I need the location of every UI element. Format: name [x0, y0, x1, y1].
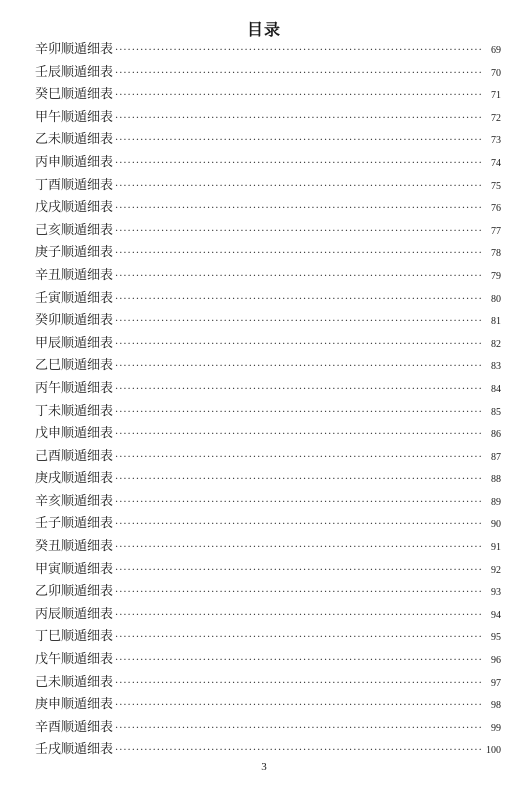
- toc-entry-page-number: 80: [491, 293, 501, 305]
- toc-entry-page-number: 77: [491, 225, 501, 237]
- toc-entry-page-number: 86: [491, 429, 501, 441]
- toc-entry-page-number: 97: [491, 677, 501, 689]
- toc-entry-label: 戊戌顺遁细表: [35, 200, 114, 216]
- toc-entry-page-number: 79: [491, 270, 501, 282]
- toc-entry-label: 丙辰顺遁细表: [35, 606, 114, 622]
- toc-entry-label: 乙卯顺遁细表: [35, 584, 114, 600]
- dot-leader: [115, 695, 483, 718]
- dot-leader: [115, 424, 483, 447]
- dot-leader: [115, 514, 483, 537]
- dot-leader: [115, 266, 483, 289]
- toc-entry-page-number: 69: [491, 45, 501, 56]
- toc-entry-label: 乙未顺遁细表: [35, 132, 114, 148]
- toc-entry-label: 甲午顺遁细表: [35, 109, 114, 125]
- dot-leader: [115, 85, 483, 108]
- toc-entry: [35, 288, 501, 311]
- toc-entry-page-number: 91: [491, 542, 501, 554]
- dot-leader: [115, 627, 483, 650]
- toc-entry: [35, 39, 501, 62]
- toc-entry: [35, 107, 501, 130]
- dot-leader: [115, 334, 483, 357]
- toc-entry-label: 丁巳顺遁细表: [35, 629, 114, 645]
- toc-entry-page-number: 93: [491, 587, 501, 599]
- table-of-contents: [35, 39, 501, 762]
- dot-leader: [115, 447, 483, 470]
- toc-entry-label: 庚申顺遁细表: [35, 697, 114, 713]
- toc-entry: [35, 536, 501, 559]
- toc-entry: [35, 694, 501, 717]
- dot-leader: [115, 582, 483, 605]
- toc-entry-label: 癸卯顺遁细表: [35, 313, 114, 329]
- dot-leader: [115, 740, 483, 763]
- toc-entry-label: 乙巳顺遁细表: [35, 358, 114, 374]
- dot-leader: [115, 537, 483, 560]
- toc-entry-label: 丙申顺遁细表: [35, 154, 114, 170]
- dot-leader: [115, 108, 483, 131]
- toc-entry-page-number: 84: [491, 383, 501, 395]
- dot-leader: [115, 402, 483, 425]
- dot-leader: [115, 153, 483, 176]
- toc-entry-page-number: 70: [491, 67, 501, 79]
- toc-entry-label: 辛丑顺遁细表: [35, 267, 114, 283]
- toc-entry-label: 壬辰顺遁细表: [35, 64, 114, 80]
- toc-entry: [35, 672, 501, 695]
- toc-entry-label: 辛卯顺遁细表: [35, 42, 114, 57]
- dot-leader: [115, 40, 483, 63]
- toc-entry-page-number: 99: [491, 722, 501, 734]
- toc-entry-label: 壬寅顺遁细表: [35, 290, 114, 306]
- toc-entry-label: 丁酉顺遁细表: [35, 177, 114, 193]
- dot-leader: [115, 560, 483, 583]
- toc-entry: [35, 491, 501, 514]
- toc-entry-page-number: 81: [491, 316, 501, 328]
- toc-entry-label: 辛酉顺遁细表: [35, 719, 114, 735]
- toc-entry-label: 庚子顺遁细表: [35, 245, 114, 261]
- dot-leader: [115, 198, 483, 221]
- toc-entry-page-number: 76: [491, 203, 501, 215]
- toc-entry-label: 己亥顺遁细表: [35, 222, 114, 238]
- toc-entry: [35, 513, 501, 536]
- toc-entry-page-number: 92: [491, 564, 501, 576]
- toc-entry-label: 丙午顺遁细表: [35, 380, 114, 396]
- toc-entry-label: 庚戌顺遁细表: [35, 471, 114, 487]
- toc-entry-label: 己酉顺遁细表: [35, 448, 114, 464]
- toc-entry: [35, 649, 501, 672]
- toc-entry-page-number: 85: [491, 406, 501, 418]
- toc-entry: [35, 604, 501, 627]
- toc-entry-page-number: 87: [491, 451, 501, 463]
- page-title: 目录: [246, 20, 281, 39]
- toc-entry-label: 戊午顺遁细表: [35, 652, 114, 668]
- toc-entry: [35, 717, 501, 740]
- toc-entry-page-number: 88: [491, 474, 501, 486]
- toc-entry: [35, 446, 501, 469]
- toc-entry-page-number: 71: [491, 90, 501, 102]
- dot-leader: [115, 289, 483, 312]
- toc-entry-label: 壬戌顺遁细表: [35, 742, 114, 758]
- dot-leader: [115, 379, 483, 402]
- dot-leader: [115, 673, 483, 696]
- dot-leader: [115, 221, 483, 244]
- dot-leader: [115, 469, 483, 492]
- toc-entry: [35, 423, 501, 446]
- toc-entry: [35, 197, 501, 220]
- toc-entry-page-number: 89: [491, 496, 501, 508]
- toc-entry-label: 戊申顺遁细表: [35, 426, 114, 442]
- toc-entry: [35, 129, 501, 152]
- toc-entry: [35, 310, 501, 333]
- toc-entry-page-number: 75: [491, 180, 501, 192]
- toc-entry: [35, 468, 501, 491]
- toc-entry: [35, 355, 501, 378]
- dot-leader: [115, 356, 483, 379]
- toc-entry: [35, 333, 501, 356]
- dot-leader: [115, 63, 483, 86]
- dot-leader: [115, 130, 483, 153]
- dot-leader: [115, 311, 483, 334]
- toc-entry-label: 壬子顺遁细表: [35, 516, 114, 532]
- toc-entry: [35, 559, 501, 582]
- toc-entry-label: 甲辰顺遁细表: [35, 335, 114, 351]
- toc-entry-page-number: 100: [486, 745, 501, 757]
- toc-entry: [35, 62, 501, 85]
- dot-leader: [115, 492, 483, 515]
- toc-entry-page-number: 94: [491, 609, 501, 621]
- toc-entry-page-number: 95: [491, 632, 501, 644]
- toc-entry-label: 癸丑顺遁细表: [35, 539, 114, 555]
- toc-entry: [35, 265, 501, 288]
- toc-entry: [35, 152, 501, 175]
- dot-leader: [115, 650, 483, 673]
- page-number: 3: [261, 761, 267, 773]
- toc-entry-page-number: 82: [491, 338, 501, 350]
- toc-entry-page-number: 98: [491, 700, 501, 712]
- toc-entry: [35, 626, 501, 649]
- toc-entry-label: 甲寅顺遁细表: [35, 561, 114, 577]
- dot-leader: [115, 243, 483, 266]
- toc-entry: [35, 84, 501, 107]
- toc-entry: [35, 401, 501, 424]
- toc-entry-page-number: 72: [491, 112, 501, 124]
- toc-entry-page-number: 90: [491, 519, 501, 531]
- toc-entry-label: 癸巳顺遁细表: [35, 87, 114, 103]
- toc-entry: [35, 378, 501, 401]
- toc-entry-label: 辛亥顺遁细表: [35, 493, 114, 509]
- dot-leader: [115, 605, 483, 628]
- toc-entry-page-number: 96: [491, 655, 501, 667]
- toc-entry-page-number: 78: [491, 248, 501, 260]
- dot-leader: [115, 176, 483, 199]
- toc-entry-page-number: 74: [491, 157, 501, 169]
- toc-entry: [35, 175, 501, 198]
- toc-entry-label: 丁未顺遁细表: [35, 403, 114, 419]
- toc-entry: [35, 581, 501, 604]
- toc-entry: [35, 739, 501, 762]
- toc-entry-label: 己未顺遁细表: [35, 674, 114, 690]
- toc-entry: [35, 220, 501, 243]
- toc-entry-page-number: 73: [491, 135, 501, 147]
- toc-entry: [35, 242, 501, 265]
- dot-leader: [115, 718, 483, 741]
- toc-entry-page-number: 83: [491, 361, 501, 373]
